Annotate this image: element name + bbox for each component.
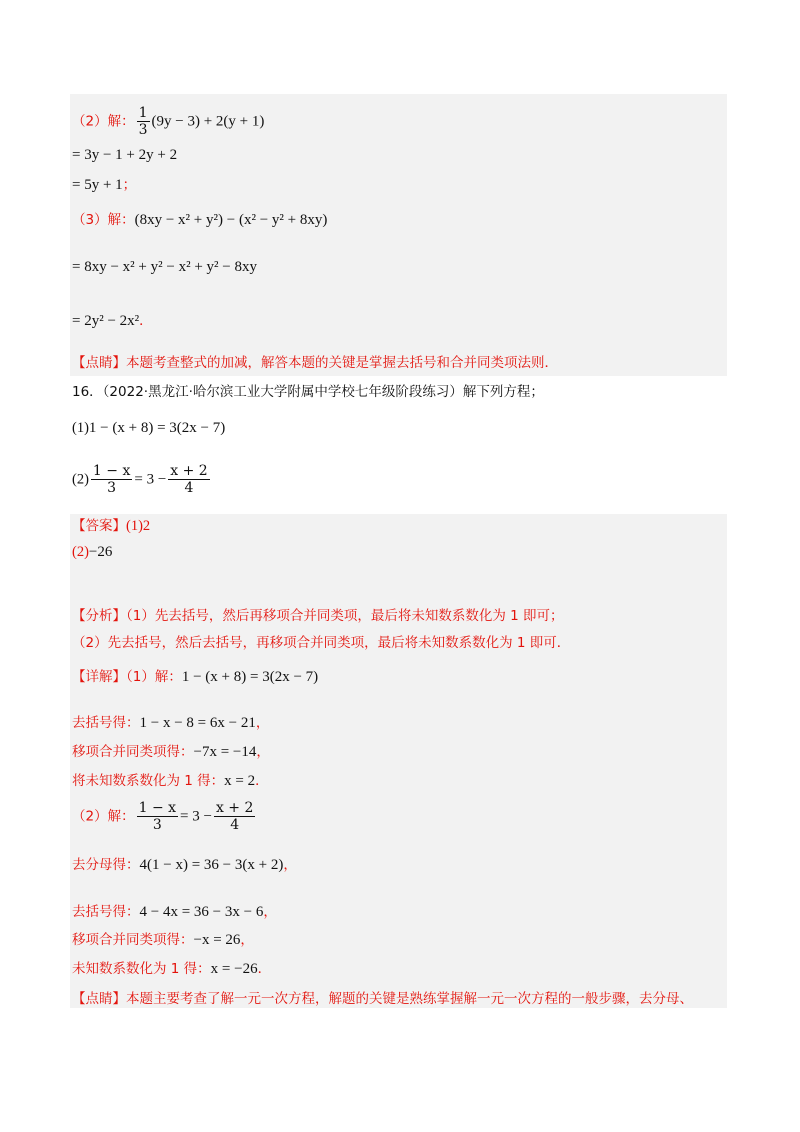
part3-line1: （3）解：(8xy − x² + y²) − (x² − y² + 8xy) <box>72 212 328 228</box>
detail-step5: 去括号得：4 − 4x = 36 − 3x − 6， <box>72 904 277 920</box>
answer-line2: (2)−26 <box>72 544 113 560</box>
comment-dianjing-1: 【点睛】本题考查整式的加减，解答本题的关键是掌握去括号和合并同类项法则． <box>72 355 558 371</box>
detail-step2: 移项合并同类项得：−7x = −14， <box>72 744 270 760</box>
detail-step3: 将未知数系数化为 1 得：x = 2． <box>72 773 269 789</box>
part3-line3: = 2y² − 2x²． <box>72 313 153 329</box>
analysis-line2: （2）先去括号，然后去括号，再移项合并同类项，最后将未知数系数化为 1 即可． <box>72 635 571 651</box>
part2-line1: （2）解： $\frac{1}{3}$ (9y − 3) + 2(y + 1) <box>72 105 265 138</box>
analysis-line1: 【分析】（1）先去括号，然后再移项合并同类项，最后将未知数系数化为 1 即可； <box>72 608 564 624</box>
detail-step1: 去括号得：1 − x − 8 = 6x − 21， <box>72 715 270 731</box>
detail-part2-line: （2）解： $\frac{1 - x}{3}$ = 3 − $\frac{x + 2}{4}$ <box>72 800 254 833</box>
answer-line1: 【答案】(1)2 <box>72 518 151 534</box>
detail-step7: 未知数系数化为 1 得：x = −26． <box>72 961 272 977</box>
part2-line3: = 5y + 1； <box>72 177 137 193</box>
problem-16-eq2: (2) $\frac{1 - x}{3}$ = 3 − $\frac{x + 2}{4}$ <box>72 463 208 496</box>
fraction-one-third: $\frac{1}{3}$ <box>138 105 148 138</box>
problem-16-eq1: (1)1 − (x + 8) = 3(2x − 7) <box>72 420 226 436</box>
detail-line1: 【详解】（1）解：1 − (x + 8) = 3(2x − 7) <box>72 669 319 685</box>
part3-line2: = 8xy − x² + y² − x² + y² − 8xy <box>72 259 257 275</box>
detail-step6: 移项合并同类项得：−x = 26， <box>72 932 254 948</box>
detail-step4: 去分母得：4(1 − x) = 36 − 3(x + 2)， <box>72 857 297 873</box>
part2-line2: = 3y − 1 + 2y + 2 <box>72 147 178 163</box>
problem-16-title: 16．（2022·黑龙江·哈尔滨工业大学附属中学校七年级阶段练习）解下列方程； <box>72 384 544 400</box>
comment-dianjing-2: 【点睛】本题主要考查了解一元一次方程，解题的关键是熟练掌握解一元一次方程的一般步骤，去分母、 <box>72 991 693 1007</box>
